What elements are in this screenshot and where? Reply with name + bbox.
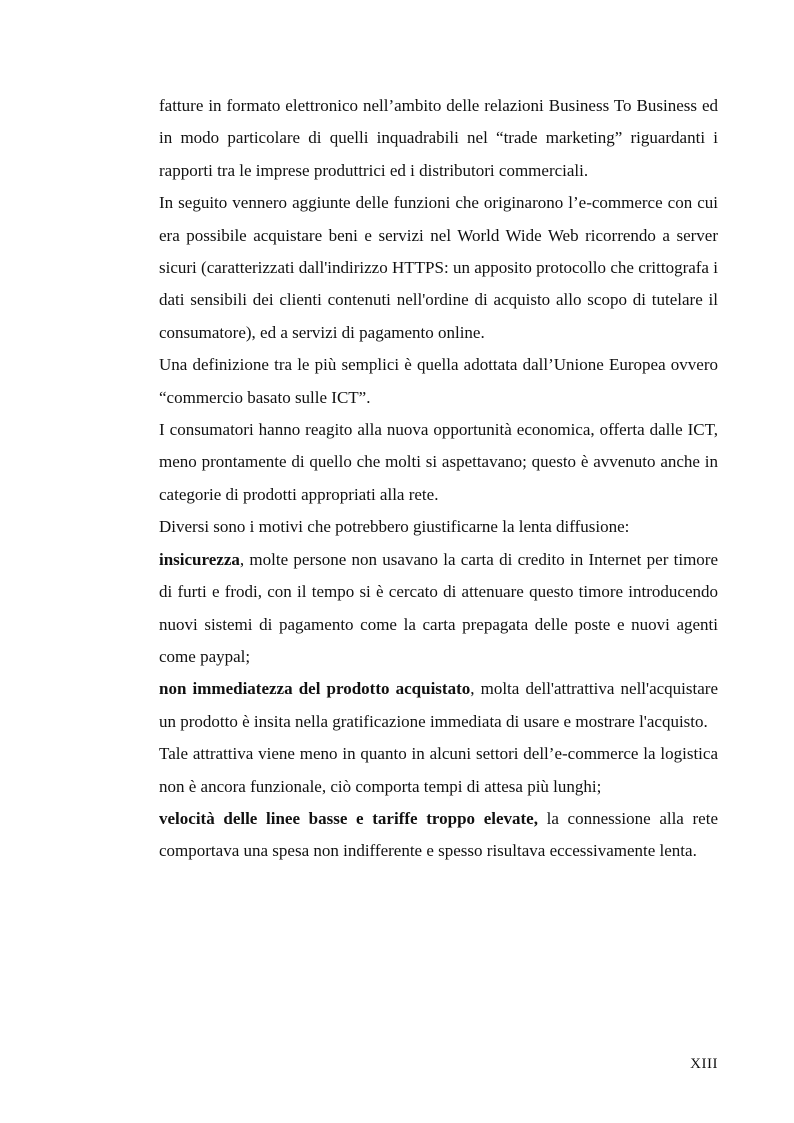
reason-text-speed: la connessione alla rete comportava una spesa non indifferente e spesso risultava eccessivamente lenta. — [159, 808, 718, 861]
paragraph-reasons-intro: Diversi sono i motivi che potrebbero giustificarne la lenta diffusione: — [159, 517, 630, 537]
reason-text-immediacy: , molta dell'attrattiva nell'acquistare un prodotto è insita nella gratificazione immediata di usare e mostrare l'acquisto. — [159, 679, 718, 731]
reason-term-speed: velocità delle linee basse e tariffe troppo elevate, — [159, 808, 538, 828]
paragraph-invoices: fatture in formato elettronico nell’ambito delle relazioni Business To Business ed in modo particolare di quelli inquadrabili nel “trade marketing” riguardanti i rapporti tra le imprese produttrici ed i distributori commerciali. — [159, 96, 718, 180]
paragraph-reason-immediacy — [159, 673, 718, 738]
paragraph-consumers: I consumatori hanno reagito alla nuova opportunità economica, offerta dalle ICT, meno prontamente di quello che molti si aspettavano; questo è avvenuto anche in categorie di prodotti appropriati alla rete. — [159, 420, 718, 504]
paragraph-eu-definition: Una definizione tra le più semplici è quella adottata dall’Unione Europea ovvero “commercio basato sulle ICT”. — [159, 355, 718, 407]
reason-text-insecurity: , molte persone non usavano la carta di credito in Internet per timore di furti e frodi, con il tempo si è cercato di attenuare questo timore introducendo nuovi sistemi di pagamento come la carta prepagata delle poste e nuovi agenti come paypal; — [159, 549, 718, 666]
reason-term-immediacy: non immediatezza del prodotto acquistato — [159, 679, 471, 699]
body-text — [159, 90, 718, 868]
paragraph-reason-speed — [159, 803, 718, 868]
reason-term-insecurity: insicurezza — [159, 549, 240, 569]
paragraph-logistics: Tale attrattiva viene meno in quanto in alcuni settori dell’e-commerce la logistica non è ancora funzionale, ciò comporta tempi di attesa più lunghi; — [159, 744, 718, 796]
paragraph-ecommerce-origin: In seguito vennero aggiunte delle funzioni che originarono l’e-commerce con cui era possibile acquistare beni e servizi nel World Wide Web ricorrendo a server sicuri (caratterizzati dall'indirizzo HTTPS: un apposito protocollo che crittografa i dati sensibili dei clienti contenuti nell'ordine di acquisto allo scopo di tutelare il consumatore), ed a servizi di pagamento online. — [159, 193, 718, 342]
paragraph-reason-insecurity — [159, 544, 718, 674]
page-number: XIII — [690, 1056, 718, 1072]
